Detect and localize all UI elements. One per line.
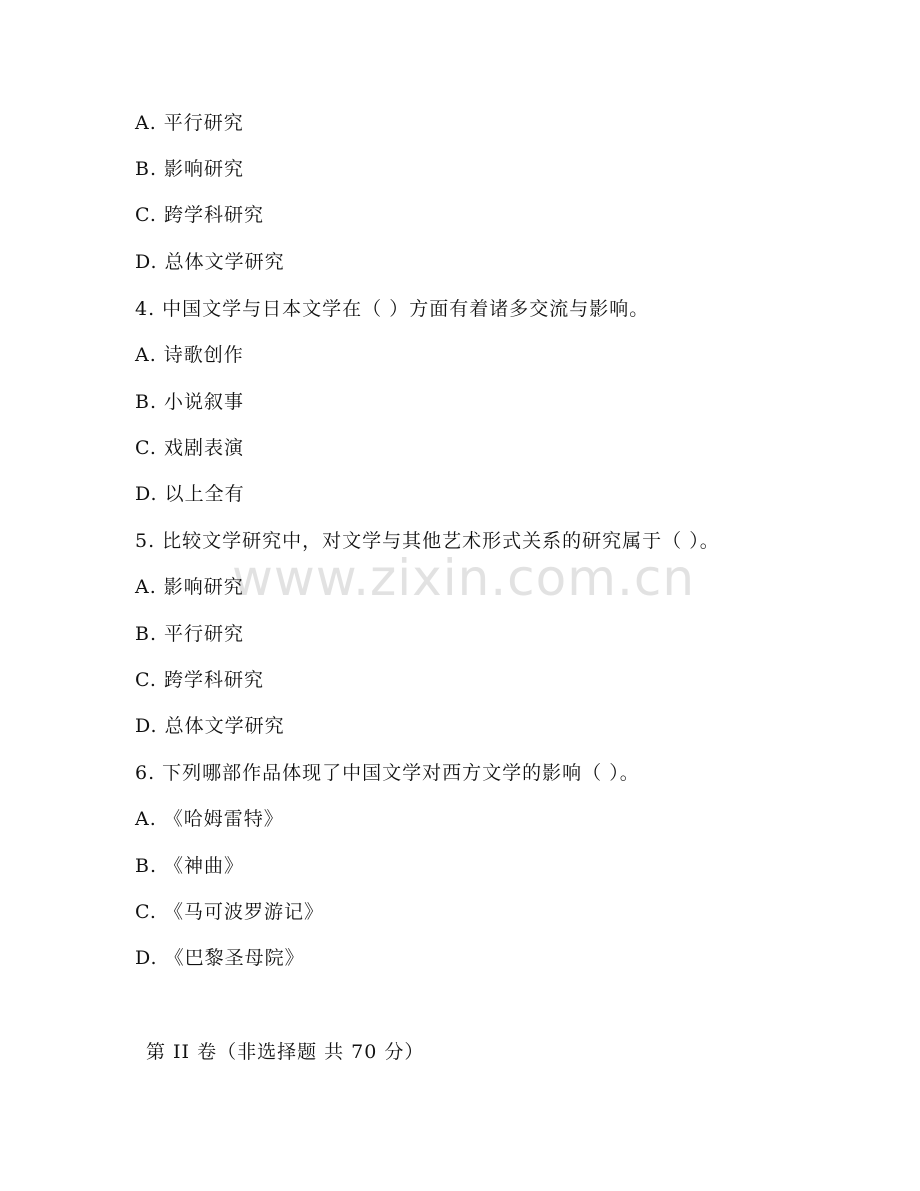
section-title: 第 II 卷（非选择题 共 70 分） xyxy=(146,1041,425,1063)
option-line: D. 总体文学研究 xyxy=(135,715,285,737)
question-line: 5. 比较文学研究中，对文学与其他艺术形式关系的研究属于（ ）。 xyxy=(135,530,720,552)
option-line: B. 影响研究 xyxy=(135,158,245,180)
option-line: B. 《神曲》 xyxy=(135,855,245,877)
option-line: B. 平行研究 xyxy=(135,623,245,645)
option-line: A. 平行研究 xyxy=(135,112,244,134)
option-line: C. 跨学科研究 xyxy=(135,669,264,691)
option-line: D. 总体文学研究 xyxy=(135,251,285,273)
option-line: D. 《巴黎圣母院》 xyxy=(135,947,305,969)
option-line: A. 影响研究 xyxy=(135,576,244,598)
option-line: B. 小说叙事 xyxy=(135,391,245,413)
option-line: A. 《哈姆雷特》 xyxy=(135,808,284,830)
option-line: C. 跨学科研究 xyxy=(135,204,264,226)
option-line: C. 《马可波罗游记》 xyxy=(135,901,324,923)
option-line: D. 以上全有 xyxy=(135,483,245,505)
watermark: www.zixin.com.cn xyxy=(232,549,696,607)
question-line: 6. 下列哪部作品体现了中国文学对西方文学的影响（ ）。 xyxy=(135,762,640,784)
question-line: 4. 中国文学与日本文学在（ ）方面有着诸多交流与影响。 xyxy=(135,298,650,320)
option-line: A. 诗歌创作 xyxy=(135,344,244,366)
option-line: C. 戏剧表演 xyxy=(135,437,244,459)
